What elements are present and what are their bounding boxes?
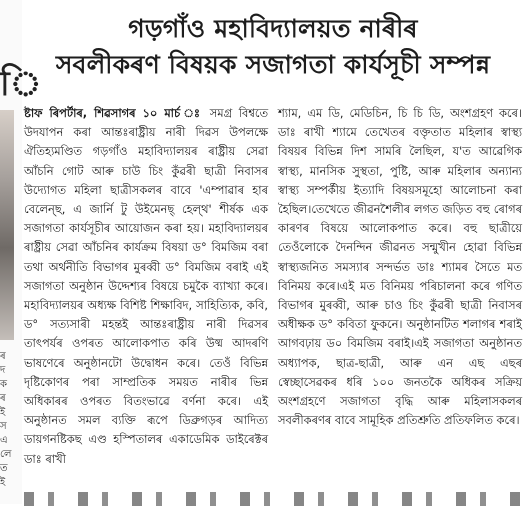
adjacent-article-fragment	[0, 0, 42, 504]
article-dateline: ষ্টাফ ৰিপৰ্টাৰ, শিৱসাগৰ ১০ মাৰ্চ ঃ	[24, 106, 204, 120]
article-column-1	[24, 104, 268, 496]
headline-line-1: গড়গাঁও মহাবিদ্যালয়ত নাৰীৰ	[128, 14, 418, 43]
article-column-2-text: শ্যাম, এম ডি, মেডিচিন, চি চি ডি, অংশগ্ৰহণ কৰে। ডাঃ ৰাখী শ্যামে তেখেতৰ বক্তৃতাত মহিলাৰ স্বাস্থ্য বিষয়ৰ বিভিন্ন দিশ সামৰি লৈছিল, য'ত আৱেগিক স্বাস্থ্য, মানসিক সুস্থতা, পুষ্টি, আৰু মহিলাৰ অন্যান্য স্বাস্থ্য সম্পৰ্কীয় ইত্যাদি বিষয়সমূহো আলোচনা কৰা হৈছিল।তেখেতে জীৱনশৈলীৰ লগত জড়িত বহু ৰোগৰ কাৰণৰ বিষয়ে আলোকপাত কৰে। বহু ছাত্ৰীয়ে তেওঁলোকে দৈনন্দিন জীৱনত সন্মুখীন হোৱা বিভিন্ন স্বাস্থ্যজনিত সমস্যাৰ সন্দৰ্ভত ডাঃ শ্যামৰ সৈতে মত বিনিময় কৰে।এই মত বিনিময় পৰিচালনা কৰে গণিত বিভাগৰ মুৰব্বী, আৰু চাও চিং কুঁৱৰী ছাত্ৰী নিবাসৰ অধীক্ষক ড° কবিতা ফুকনে। অনুষ্ঠানটিত শলাগৰ শৰাই আগবঢ়ায় ড০ বিমজিম বৰাই।এই সজাগতা অনুষ্ঠানত অধ্যাপক, ছাত্ৰ-ছাত্ৰী, আৰু এন এছ এছৰ স্বেচ্ছাসেৱকৰ ধৰি ১০০ জনতকৈ অধিকৰ সক্ৰিয় অংশগ্ৰহণে সজাগতা বৃদ্ধি আৰু মহিলাসকলৰ সবলীকৰণৰ বাবে সামূহিক প্ৰতিশ্ৰুতি প্ৰতিফলিত কৰে।	[278, 106, 522, 428]
article-headline	[24, 11, 522, 83]
article-column-2	[278, 104, 522, 496]
adjacent-photo-fragment	[0, 110, 14, 340]
article-body	[24, 104, 522, 496]
adjacent-headline-fragment: ি	[0, 64, 42, 104]
next-headline-fragment	[24, 490, 522, 504]
headline-line-2: সবলীকৰণ বিষয়ক সজাগতা কাৰ্যসূচী সম্পন্ন	[55, 50, 491, 79]
adjacent-text-fragment: ৰ দ ক ৰ ই স এ লে ত ই	[0, 351, 12, 488]
article-column-1-text: সমগ্ৰ বিশ্বতে উদযাপন কৰা আন্তঃৰাষ্ট্ৰীয় নাৰী দিৱস উপলক্ষে ঐতিহ্যমণ্ডিত গড়গাঁও মহাবিদ্যালয়ৰ ৰাষ্ট্ৰীয় সেৱা আঁচনি গোট আৰু চাউ চিং কুঁৱৰী ছাত্ৰী নিবাসৰ উদ্যোগত মহিলা ছাত্ৰীসকলৰ বাবে 'এম্পাৱাৰ হাৰ বেলেন্‌ছ, এ জাৰ্নি টু উইমেনছ্ হেল্থ' শীৰ্ষক এক সজাগতা কাৰ্যসূচীৰ আয়োজন কৰা হয়। মহাবিদ্যালয়ৰ ৰাষ্ট্ৰীয় সেৱা আঁচনিৰ কাৰ্যক্ৰম বিষয়া ড° বিমজিম বৰা তথা অৰ্থনীতি বিভাগৰ মুৰব্বী ড° বিমজিম বৰাই এই সজাগতা অনুষ্ঠান উদ্দেশ্যৰ বিষয়ে চমুকৈ ব্যাখ্যা কৰে। মহাবিদ্যালয়ৰ অধ্যক্ষ বিশিষ্ট শিক্ষাবিদ, সাহিত্যিক, কবি, ড° সত্যসাৰী মহন্তই আন্তঃৰাষ্ট্ৰীয় নাৰী দিৱসৰ তাৎপৰ্যৰ ওপৰত আলোকপাত কৰি উষ্ম আদৰণি ভাষণেৰে অনুষ্ঠানটো উদ্বোধন কৰে। তেওঁ বিভিন্ন দৃষ্টিকোণৰ পৰা সাম্প্ৰতিক সময়ত নাৰীৰ ভিন্ন অধিকাৰৰ ওপৰত বিতংভাৱে বৰ্ণনা কৰে। এই অনুষ্ঠানত সমল ব্যক্তি ৰূপে ডিব্ৰুগড়ৰ আদিত্য ডায়গনষ্টিকছ এণ্ড হস্পিতালৰ একাডেমিক ডাইৰেক্টৰ ডাঃ ৰাখী	[24, 106, 268, 466]
cropped-text-bar	[24, 492, 522, 506]
